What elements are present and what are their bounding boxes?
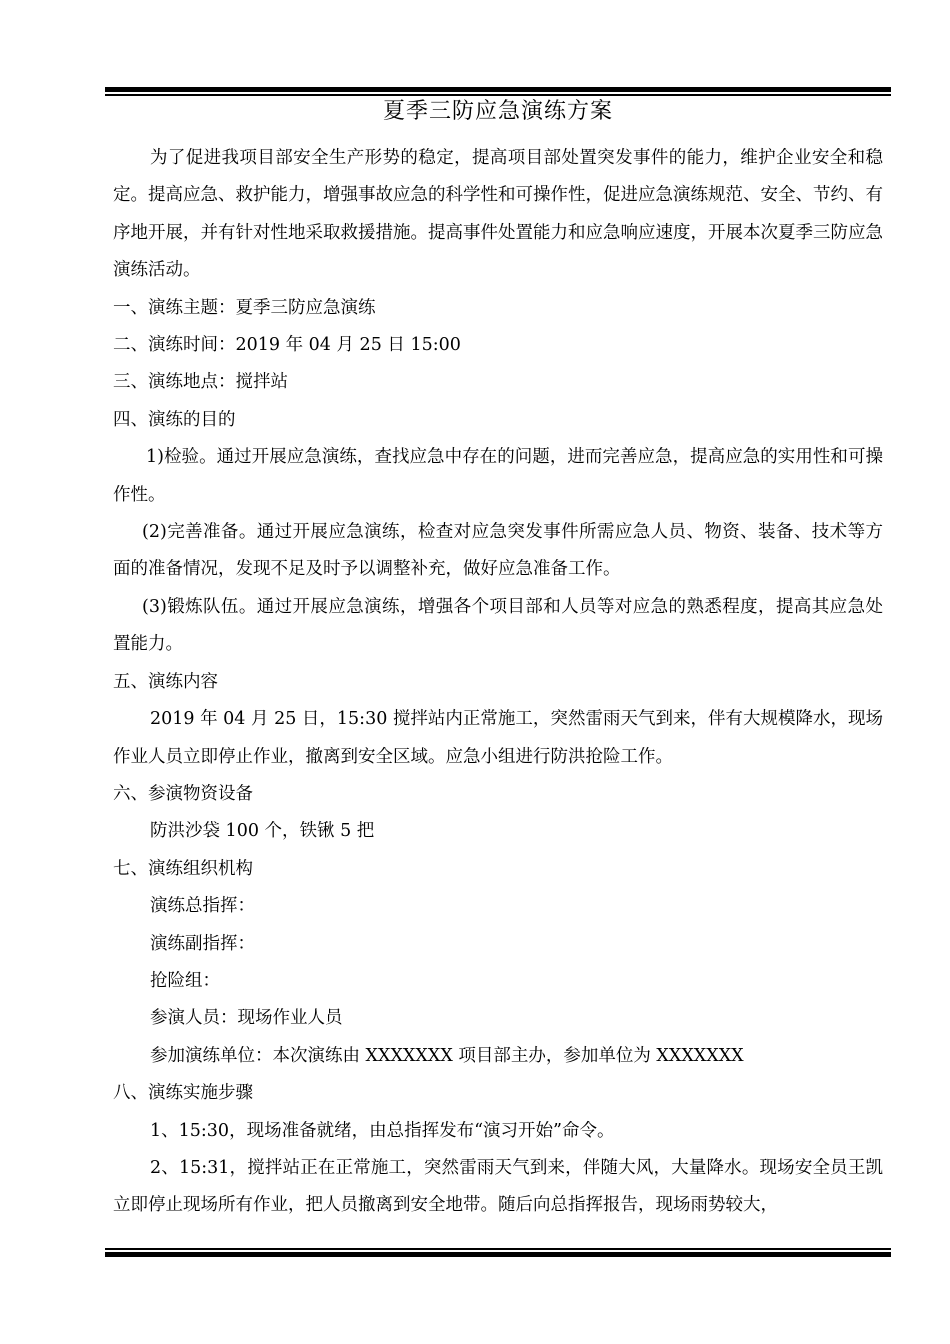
organization-item: 演练总指挥： <box>150 896 255 917</box>
step-item: 2、15:31，搅拌站正在正常施工，突然雷雨天气到来，伴随大风，大量降水。现场安全员王凯立即停止现场所有作业，把人员撤离到安全地带。随后向总指挥报告，现场雨势较大， <box>113 1157 883 1216</box>
purpose-item: (2)完善准备。通过开展应急演练，检查对应急突发事件所需应急人员、物资、装备、技术等方面的准备情况，发现不足及时予以调整补充，做好应急准备工作。 <box>113 522 883 580</box>
section-heading: 六、参演物资设备 <box>113 783 253 804</box>
equipment-line: 防洪沙袋 100 个，铁锹 5 把 <box>150 821 375 842</box>
organization-item: 参演人员：现场作业人员 <box>150 1008 343 1029</box>
organization-item: 抢险组： <box>150 970 220 991</box>
header-rule-thick <box>105 87 891 92</box>
purpose-item: (3)锻炼队伍。通过开展应急演练，增强各个项目部和人员等对应急的熟悉程度，提高其应急处置能力。 <box>113 596 883 655</box>
footer-rule-thick <box>105 1252 891 1257</box>
content-paragraph: 2019 年 04 月 25 日，15:30 搅拌站内正常施工，突然雷雨天气到来，伴有大规模降水，现场作业人员立即停止作业，撤离到安全区域。应急小组进行防洪抢险工作。 <box>113 709 883 767</box>
purpose-item: 1)检验。通过开展应急演练，查找应急中存在的问题，进而完善应急，提高应急的实用性和可操作性。 <box>113 447 883 505</box>
step-item: 1、15:30，现场准备就绪，由总指挥发布“演习开始”命令。 <box>150 1120 615 1141</box>
footer-rule-thin <box>105 1248 891 1250</box>
section-heading: 三、演练地点：搅拌站 <box>113 372 288 393</box>
section-heading: 四、演练的目的 <box>113 409 236 430</box>
section-heading: 五、演练内容 <box>113 671 218 692</box>
document-title: 夏季三防应急演练方案 <box>382 99 613 124</box>
intro-paragraph: 为了促进我项目部安全生产形势的稳定，提高项目部处置突发事件的能力，维护企业安全和稳定。提高应急、救护能力，增强事故应急的科学性和可操作性，促进应急演练规范、安全、节约、有序地开展，并有针对性地采取救援措施。提高事件处置能力和应急响应速度，开展本次夏季三防应急演练活动。 <box>113 148 883 281</box>
section-heading: 二、演练时间：2019 年 04 月 25 日 15:00 <box>113 335 461 356</box>
organization-item: 参加演练单位：本次演练由 XXXXXXX 项目部主办，参加单位为 XXXXXXX <box>150 1045 744 1066</box>
document-body <box>113 140 883 1225</box>
section-heading: 七、演练组织机构 <box>113 858 253 879</box>
section-heading: 一、演练主题：夏季三防应急演练 <box>113 297 376 318</box>
section-heading: 八、演练实施步骤 <box>113 1083 253 1104</box>
organization-item: 演练副指挥： <box>150 933 255 954</box>
